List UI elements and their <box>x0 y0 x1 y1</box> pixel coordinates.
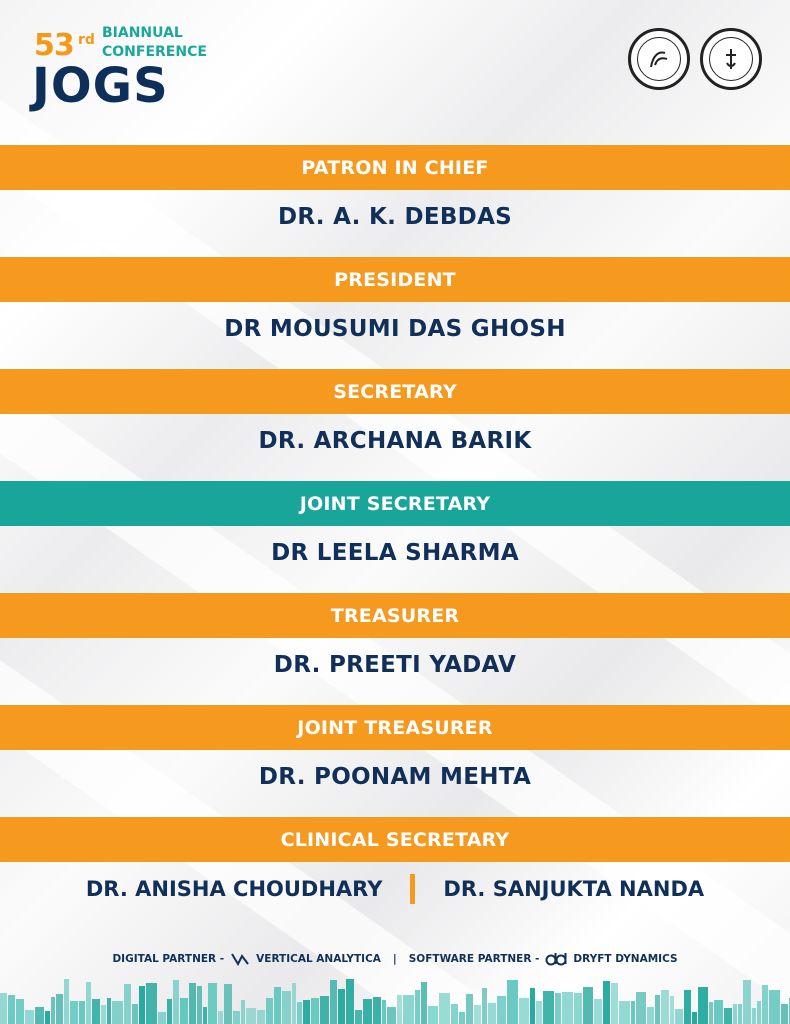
role-holder-president: DR MOUSUMI DAS GHOSH <box>224 316 566 342</box>
skyline-building <box>112 1001 123 1024</box>
skyline-building <box>282 991 291 1024</box>
skyline-building <box>619 1001 630 1024</box>
skyline-building <box>428 1006 438 1024</box>
skyline-building <box>246 1008 256 1024</box>
name-divider <box>410 874 415 904</box>
role-band-joint-secretary: JOINT SECRETARY <box>0 481 790 526</box>
skyline-building <box>224 984 232 1024</box>
brand-name: JOGS <box>32 58 169 114</box>
role-band-treasurer: TREASURER <box>0 593 790 638</box>
skyline-building <box>636 992 646 1024</box>
skyline-building <box>555 993 561 1024</box>
skyline-building <box>421 982 427 1024</box>
digital-partner-name: VERTICAL ANALYTICA <box>256 953 381 965</box>
skyline-building <box>257 1010 265 1024</box>
skyline-building <box>51 997 55 1024</box>
skyline-building <box>519 998 529 1024</box>
skyline-building <box>655 995 660 1024</box>
skyline-building <box>197 986 202 1024</box>
skyline-building <box>167 999 172 1024</box>
skyline-building <box>415 990 420 1024</box>
skyline-building <box>203 1007 207 1024</box>
skyline-building <box>733 1004 737 1024</box>
skyline-building <box>266 998 273 1024</box>
skyline-building <box>647 1007 654 1024</box>
skyline-building <box>132 1004 138 1024</box>
skyline-building <box>675 1009 683 1024</box>
skyline-building <box>536 1001 542 1024</box>
skyline-building <box>507 980 518 1024</box>
skyline-building <box>482 988 487 1024</box>
skyline-building <box>124 984 131 1024</box>
skyline-building <box>218 1011 223 1024</box>
skyline-building <box>363 999 372 1024</box>
conference-logo <box>32 22 222 117</box>
role-holder-secretary: DR. ARCHANA BARIK <box>258 428 532 454</box>
skyline-building <box>474 1005 481 1024</box>
skyline-building <box>338 989 345 1024</box>
skyline-building <box>233 1011 240 1024</box>
clinical-secretary-names <box>0 862 790 916</box>
skyline-building <box>574 993 582 1024</box>
skyline-building <box>752 1008 756 1024</box>
skyline-building <box>488 1003 496 1024</box>
dryft-dynamics-logo-icon <box>545 952 567 966</box>
society-seals <box>628 28 762 90</box>
skyline-building <box>101 1005 106 1024</box>
role-band-secretary: SECRETARY <box>0 369 790 414</box>
digital-partner-label: DIGITAL PARTNER - <box>112 953 225 965</box>
role-band-clinical-secretary: CLINICAL SECRETARY <box>0 817 790 862</box>
skyline-building <box>158 1012 166 1024</box>
event-line-1: BIANNUAL <box>102 25 183 41</box>
skyline-building <box>292 983 296 1024</box>
skyline-building <box>743 980 751 1024</box>
skyline-building <box>56 994 63 1024</box>
skyline-building <box>466 994 473 1024</box>
skyline-building <box>692 1012 697 1024</box>
skyline-building <box>373 997 381 1024</box>
skyline-building <box>583 987 593 1024</box>
skyline-building <box>70 1001 78 1024</box>
role-holder-treasurer: DR. PREETI YADAV <box>273 652 517 678</box>
clinical-secretary-name: DR. ANISHA CHOUDHARY <box>85 877 383 901</box>
role-holder-joint-secretary: DR LEELA SHARMA <box>271 540 519 566</box>
skyline-building <box>670 996 674 1024</box>
skyline-building <box>86 982 91 1024</box>
skyline-building <box>64 979 69 1024</box>
skyline-building <box>173 980 179 1024</box>
skyline-building <box>297 1002 302 1024</box>
skyline-building <box>189 983 196 1024</box>
event-line-2: CONFERENCE <box>102 44 207 60</box>
skyline-building <box>698 987 708 1024</box>
software-partner-name: DRYFT DYNAMICS <box>573 953 678 965</box>
edition-number: 53 <box>34 28 74 63</box>
skyline-building <box>320 996 329 1024</box>
fogsi-seal-icon <box>628 28 690 90</box>
skyline-building <box>530 988 535 1024</box>
skyline-building <box>543 991 554 1024</box>
skyline-building <box>241 1000 245 1024</box>
skyline-building <box>459 1012 465 1024</box>
skyline-building <box>355 1010 362 1024</box>
skyline-building <box>738 1004 742 1024</box>
city-skyline-decoration <box>0 976 790 1024</box>
skyline-building <box>397 995 402 1024</box>
skyline-building <box>757 1001 761 1024</box>
skyline-building <box>330 980 337 1024</box>
skyline-building <box>107 998 111 1024</box>
skyline-building <box>594 999 602 1024</box>
skyline-building <box>611 983 618 1024</box>
footer-separator: | <box>392 953 397 965</box>
role-band-president: PRESIDENT <box>0 257 790 302</box>
skyline-building <box>139 986 145 1024</box>
skyline-building <box>497 996 506 1024</box>
skyline-building <box>762 985 768 1024</box>
skyline-building <box>709 1002 713 1024</box>
skyline-building <box>631 1001 635 1024</box>
skyline-building <box>180 998 188 1024</box>
software-partner-label: SOFTWARE PARTNER - <box>408 953 540 965</box>
skyline-building <box>781 1004 788 1024</box>
role-holder-joint-treasurer: DR. POONAM MEHTA <box>258 764 532 790</box>
skyline-building <box>451 1004 458 1024</box>
vertical-analytica-logo-icon <box>230 952 250 966</box>
skyline-building <box>16 999 24 1024</box>
clinical-secretary-name: DR. SANJUKTA NANDA <box>443 877 705 901</box>
skyline-building <box>382 1000 386 1024</box>
skyline-building <box>387 1007 396 1024</box>
skyline-building <box>92 999 100 1024</box>
skyline-building <box>724 1008 732 1024</box>
skyline-building <box>403 995 414 1024</box>
skyline-building <box>146 983 157 1024</box>
skyline-building <box>684 990 691 1024</box>
skyline-building <box>311 998 319 1024</box>
skyline-building <box>769 990 780 1024</box>
skyline-building <box>603 981 610 1024</box>
skyline-building <box>439 993 450 1024</box>
skyline-building <box>79 1001 85 1024</box>
skyline-building <box>346 979 354 1024</box>
role-holder-patron-in-chief: DR. A. K. DEBDAS <box>277 204 513 230</box>
role-band-patron-in-chief: PATRON IN CHIEF <box>0 145 790 190</box>
skyline-building <box>35 1007 44 1024</box>
partners-footer <box>0 948 790 970</box>
skyline-building <box>208 983 217 1024</box>
skyline-building <box>303 1000 310 1024</box>
edition-suffix: rd <box>78 32 95 48</box>
skyline-building <box>562 992 573 1024</box>
skyline-building <box>661 990 669 1024</box>
role-band-joint-treasurer: JOINT TREASURER <box>0 705 790 750</box>
obgyn-society-seal-icon <box>700 28 762 90</box>
skyline-building <box>8 995 15 1024</box>
skyline-building <box>45 1011 50 1024</box>
skyline-building <box>25 1010 34 1024</box>
skyline-building <box>714 1000 723 1024</box>
skyline-building <box>274 987 281 1024</box>
skyline-building <box>0 993 7 1024</box>
